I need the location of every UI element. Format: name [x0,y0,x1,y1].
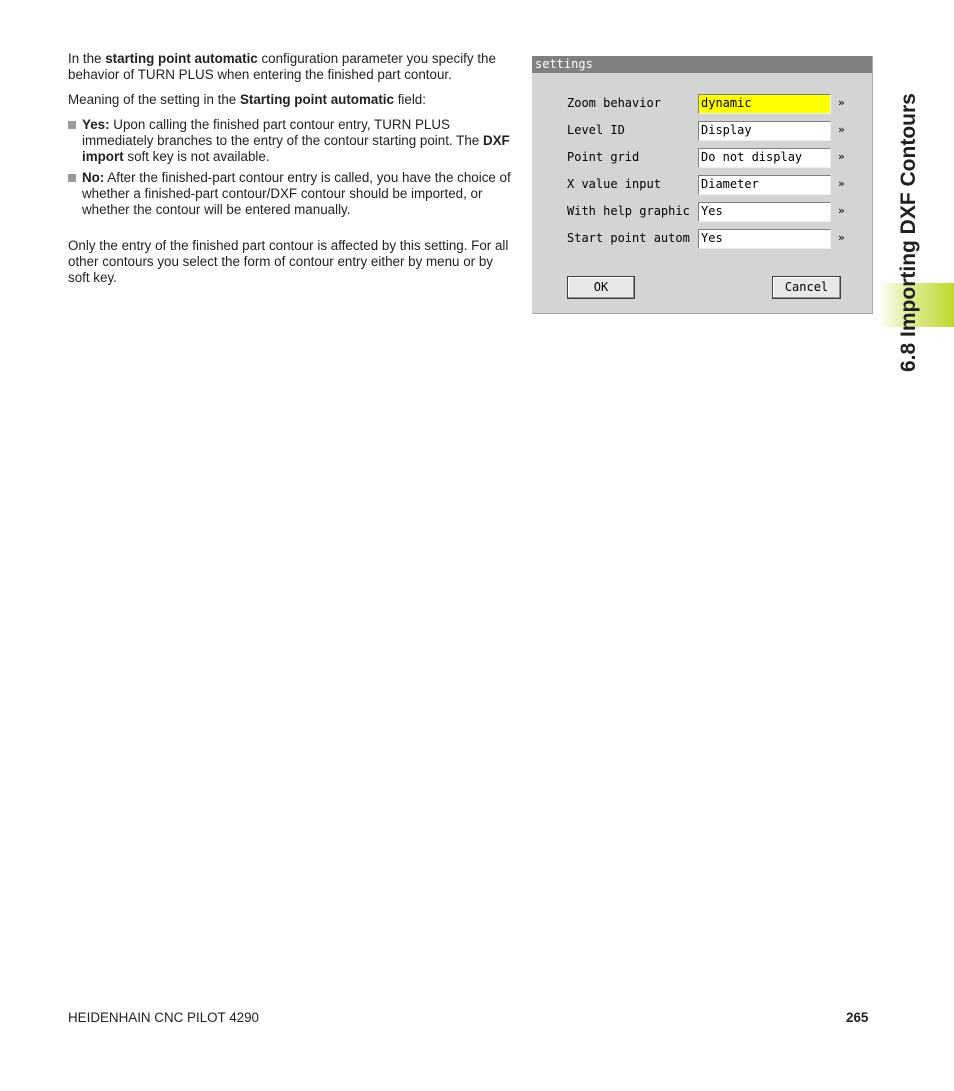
chapter-title: 6.8 Importing DXF Contours [897,93,920,372]
row-help-graphic [532,202,872,222]
text: soft key is not available. [123,149,270,164]
text: After the finished-part contour entry is called, you have the choice of whether a finished-part contour/DXF contour should be imported, or whether the contour will be entered manually. [82,170,511,217]
row-label: Zoom behavior [567,96,661,110]
bold-term: DXF import [82,133,510,164]
cancel-button[interactable]: Cancel [772,276,841,299]
text: In the [68,51,106,66]
chevron-right-icon[interactable]: » [838,177,845,190]
row-point-grid [532,148,872,168]
dialog-title: settings [532,56,872,73]
bold-term: starting point automatic [105,51,258,66]
paragraph-intro [68,51,513,83]
settings-dialog [532,56,873,314]
bullet-yes [68,117,513,165]
text: field: [393,92,426,107]
bold-term: Starting point automatic [239,92,394,107]
bullet-square-icon [68,121,76,129]
paragraph-note: Only the entry of the finished part contour is affected by this setting. For all other contours you select the form of contour entry either by menu or by soft key. [68,238,509,285]
row-label: With help graphic [567,204,690,218]
chevron-right-icon[interactable]: » [838,123,845,136]
point-grid-field[interactable]: Do not display [698,148,831,168]
page-number: 265 [846,1010,869,1025]
text: Meaning of the setting in the [68,92,240,107]
row-label: X value input [567,177,661,191]
level-id-field[interactable]: Display [698,121,831,141]
row-label: Point grid [567,150,640,164]
body-text [68,51,513,295]
chevron-right-icon[interactable]: » [838,96,845,109]
row-zoom-behavior [532,94,872,114]
zoom-behavior-field[interactable]: dynamic [698,94,831,114]
help-graphic-field[interactable]: Yes [698,202,831,222]
bold-term: No: [82,170,105,185]
text: Upon calling the finished part contour entry, TURN PLUS immediately branches to the entry of the contour starting point. The [82,117,483,148]
chevron-right-icon[interactable]: » [838,204,845,217]
row-level-id [532,121,872,141]
footer-product: HEIDENHAIN CNC PILOT 4290 [68,1010,259,1025]
chevron-right-icon[interactable]: » [838,231,845,244]
row-x-value-input [532,175,872,195]
row-start-point-automatic [532,229,872,249]
ok-button[interactable]: OK [567,276,635,299]
paragraph-meaning [68,92,513,108]
chevron-right-icon[interactable]: » [838,150,845,163]
row-label: Start point autom [567,231,690,245]
start-point-automatic-field[interactable]: Yes [698,229,831,249]
x-value-input-field[interactable]: Diameter [698,175,831,195]
bullet-square-icon [68,174,76,182]
bullet-no [68,170,513,218]
bold-term: Yes: [82,117,110,132]
row-label: Level ID [567,123,625,137]
text: configuration parameter you specify the behavior of TURN PLUS when entering the finished part contour. [68,51,496,82]
